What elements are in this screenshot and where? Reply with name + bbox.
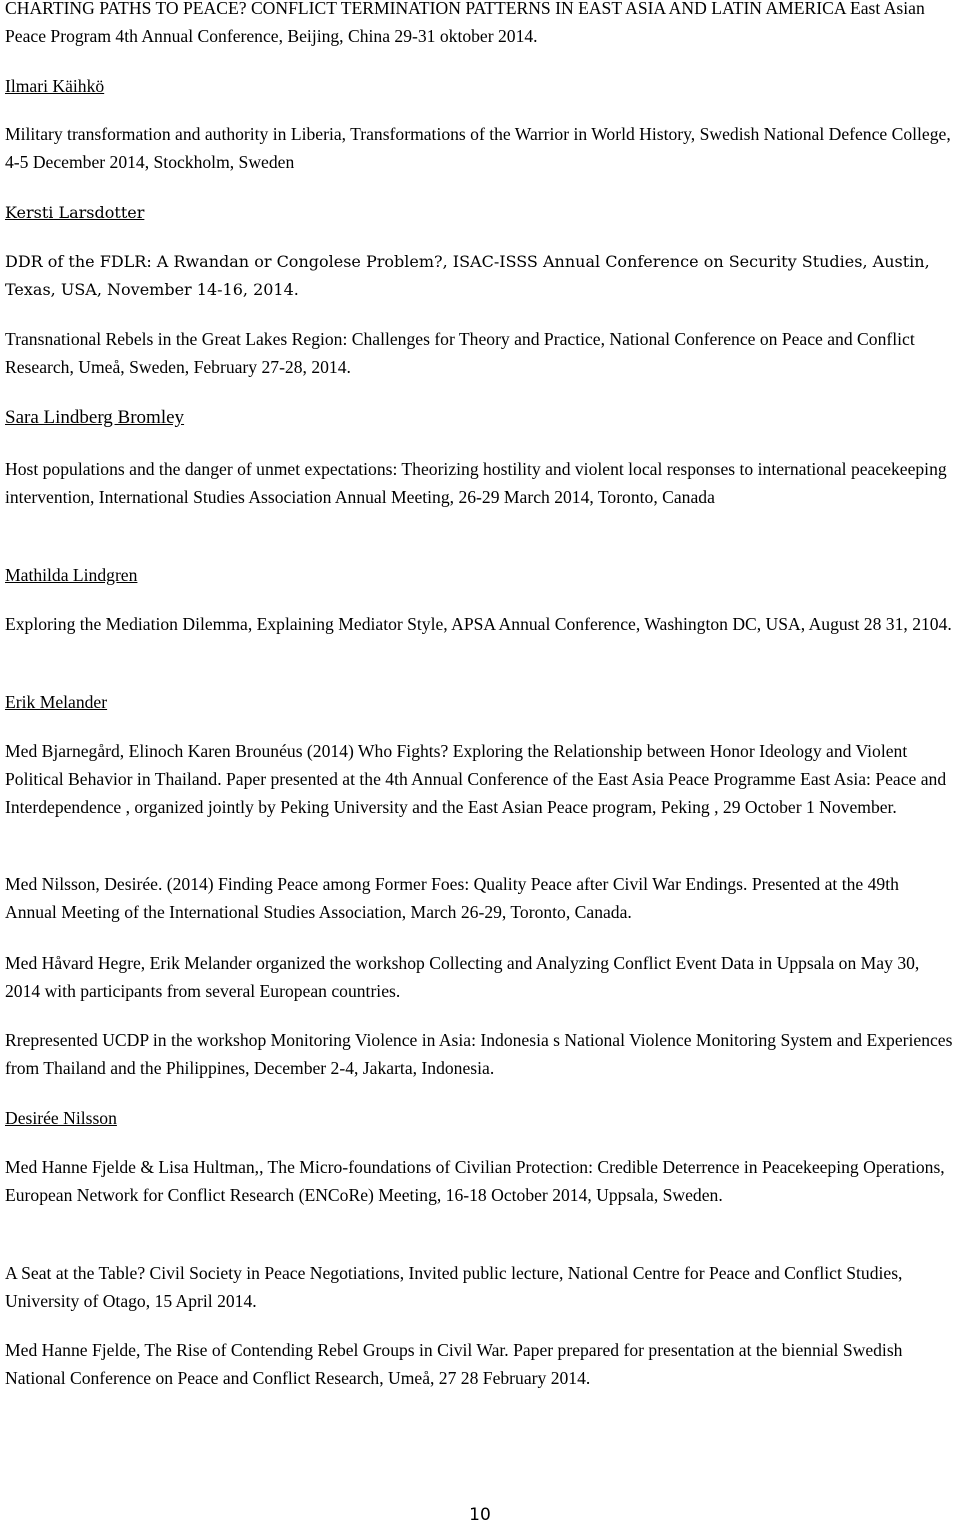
- entry-melander-3: Med Håvard Hegre, Erik Melander organized the workshop Collecting and Analyzing Conflict Event Data in Uppsala on May 30, 2014 with participants from several European countries.: [5, 953, 920, 1001]
- conference-heading: CHARTING PATHS TO PEACE? CONFLICT TERMINATION PATTERNS IN EAST ASIA AND LATIN AMERICA East Asian Peace Program 4th Annual Conference, Beijing, China 29-31 oktober 2014.: [5, 0, 925, 46]
- author-desiree-nilsson: Desirée Nilsson: [5, 1108, 117, 1128]
- entry-nilsson-3: Med Hanne Fjelde, The Rise of Contending Rebel Groups in Civil War. Paper prepared for presentation at the biennial Swedish National Conference on Peace and Conflict Research, Umeå, 27 28 February 2014.: [5, 1340, 903, 1388]
- entry-melander-1: Med Bjarnegård, Elinoch Karen Brounéus (2014) Who Fights? Exploring the Relationship between Honor Ideology and Violent Political Behavior in Thailand. Paper presented at the 4th Annual Conference of the East Asia Peace Programme East Asia: Peace and Interdependence , organized jointly by Peking University and the East Asian Peace program, Peking , 29 October 1 November.: [5, 741, 947, 817]
- author-kersti-larsdotter: Kersti Larsdotter: [5, 203, 145, 222]
- entry-lindgren-1: Exploring the Mediation Dilemma, Explaining Mediator Style, APSA Annual Conference, Washington DC, USA, August 28 31, 2104.: [5, 614, 952, 634]
- author-erik-melander: Erik Melander: [5, 692, 108, 712]
- page-number: 10: [469, 1505, 491, 1525]
- entry-melander-2: Med Nilsson, Desirée. (2014) Finding Peace among Former Foes: Quality Peace after Civil War Endings. Presented at the 49th Annual Meeting of the International Studies Association, March 26-29, Toronto, Canada.: [5, 874, 899, 922]
- entry-larsdotter-1: DDR of the FDLR: A Rwandan or Congolese Problem?, ISAC-ISSS Annual Conference on Security Studies, Austin, Texas, USA, November 14-16, 2014.: [5, 252, 930, 299]
- entry-nilsson-1: Med Hanne Fjelde & Lisa Hultman,, The Micro-foundations of Civilian Protection: Credible Deterrence in Peacekeeping Operations, European Network for Conflict Research (ENCoRe) Meeting, 16-18 October 2014, Uppsala, Sweden.: [5, 1157, 945, 1205]
- entry-nilsson-2: A Seat at the Table? Civil Society in Peace Negotiations, Invited public lecture, National Centre for Peace and Conflict Studies, University of Otago, 15 April 2014.: [5, 1263, 903, 1311]
- entry-larsdotter-2: Transnational Rebels in the Great Lakes Region: Challenges for Theory and Practice, National Conference on Peace and Conflict Research, Umeå, Sweden, February 27-28, 2014.: [5, 329, 915, 377]
- author-mathilda-lindgren: Mathilda Lindgren: [5, 565, 138, 585]
- author-sara-lindberg-bromley: Sara Lindberg Bromley: [5, 407, 185, 428]
- entry-bromley-1: Host populations and the danger of unmet expectations: Theorizing hostility and violent local responses to international peacekeeping intervention, International Studies Association Annual Meeting, 26-29 March 2014, Toronto, Canada: [5, 459, 947, 507]
- entry-melander-4: Rrepresented UCDP in the workshop Monitoring Violence in Asia: Indonesia s National Violence Monitoring System and Experiences from Thailand and the Philippines, December 2-4, Jakarta, Indonesia.: [5, 1030, 953, 1078]
- author-ilmari-kaihko: Ilmari Käihkö: [5, 76, 105, 96]
- entry-kaihko-1: Military transformation and authority in Liberia, Transformations of the Warrior in World History, Swedish National Defence College, 4-5 December 2014, Stockholm, Sweden: [5, 124, 951, 172]
